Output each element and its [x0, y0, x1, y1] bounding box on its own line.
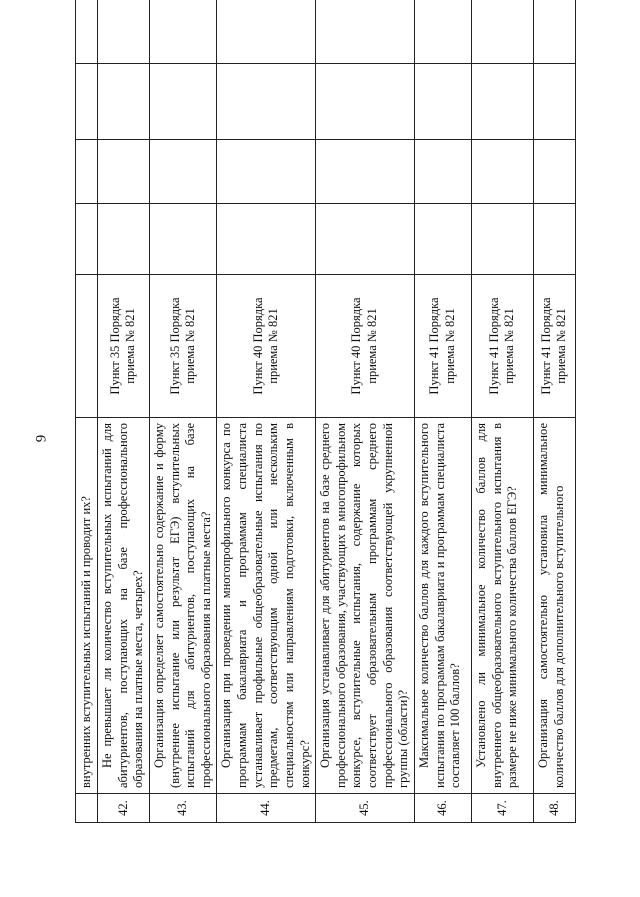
cell-number: 43.: [149, 794, 217, 823]
cell-empty: [98, 204, 150, 275]
table-row: [533, 0, 575, 823]
cell-empty: [98, 140, 150, 204]
page-number: 9: [33, 434, 50, 443]
cell-question: [149, 418, 217, 794]
cell-reference: Пункт 41 Порядка приема № 821: [533, 275, 575, 418]
cell-reference: Пункт 40 Порядка приема № 821: [217, 275, 316, 418]
cell-empty: [471, 204, 533, 275]
cell-number: 44.: [217, 794, 316, 823]
cell-empty: [316, 0, 415, 64]
cell-empty: [414, 140, 471, 204]
cell-reference: Пункт 41 Порядка приема № 821: [471, 275, 533, 418]
table-row: [217, 0, 316, 823]
cell-question: [217, 418, 316, 794]
cell-empty: [76, 204, 98, 275]
cell-question: [533, 418, 575, 794]
cell-empty: [76, 64, 98, 140]
cell-reference: Пункт 40 Порядка приема № 821: [316, 275, 415, 418]
cell-empty: [149, 64, 217, 140]
cell-empty: [76, 0, 98, 64]
table-row: [149, 0, 217, 823]
question-text: Максимальное количество баллов для каждого вступительного испытания по программам бакалавриата и программам специалиста составляет 100 баллов?: [416, 423, 463, 788]
cell-empty: [316, 140, 415, 204]
question-text: Установлено ли минимальное количество баллов для внутреннего общеобразовательного вступительного испытания в размере не ниже минимального количества баллов ЕГЭ?: [473, 423, 520, 788]
cell-empty: [414, 204, 471, 275]
cell-number: 46.: [414, 794, 471, 823]
cell-number: 47.: [471, 794, 533, 823]
cell-question: [316, 418, 415, 794]
cell-empty: [76, 140, 98, 204]
cell-number: 48.: [533, 794, 575, 823]
cell-number: 42.: [98, 794, 150, 823]
cell-empty: [316, 204, 415, 275]
cell-question: внутренних вступительных испытаний и проводит их?: [76, 418, 98, 794]
cell-empty: [471, 140, 533, 204]
table-row: [316, 0, 415, 823]
cell-reference: [76, 275, 98, 418]
cell-empty: [149, 204, 217, 275]
cell-empty: [533, 204, 575, 275]
cell-empty: [316, 64, 415, 140]
cell-empty: [533, 64, 575, 140]
cell-empty: [471, 64, 533, 140]
cell-number: 45.: [316, 794, 415, 823]
question-text: Организация устанавливает для абитуриентов на базе среднего профессионального образования, участвующих в многопрофильном конкурсе, вступительные испытания, содержание которых соответствует образовательным программам среднего профессионального образования соответствующей укрупненной группы (области)?: [318, 423, 411, 788]
table-row: [414, 0, 471, 823]
cell-question: [414, 418, 471, 794]
cell-empty: [533, 0, 575, 64]
question-text: Организация самостоятельно установила минимальное количество баллов для дополнительного вступительного: [535, 423, 566, 788]
cell-number: [76, 794, 98, 823]
cell-question: [98, 418, 150, 794]
cell-question: [471, 418, 533, 794]
rotated-table-frame: [75, 53, 569, 823]
question-text: Организация при проведении многопрофильного конкурса по программам бакалавриата и программам специалиста устанавливает профильные общеобразовательные испытания по предметам, соответствующим одной или нескольким специальностям или направлениям подготовки, включенным в конкурс?: [219, 423, 312, 788]
question-text: Не превышает ли количество вступительных испытаний для абитуриентов, поступающих на базе профессионального образования на платные места, четырех?: [100, 423, 146, 788]
cell-empty: [533, 140, 575, 204]
cell-reference: Пункт 35 Порядка приема № 821: [98, 275, 150, 418]
table-row: [98, 0, 150, 823]
cell-reference: Пункт 35 Порядка приема № 821: [149, 275, 217, 418]
cell-empty: [414, 64, 471, 140]
table-row-continuation: [76, 0, 98, 823]
checklist-table: [75, 0, 576, 823]
cell-empty: [149, 140, 217, 204]
table-row: [471, 0, 533, 823]
cell-reference: Пункт 41 Порядка приема № 821: [414, 275, 471, 418]
cell-empty: [414, 0, 471, 64]
cell-empty: [217, 0, 316, 64]
cell-empty: [471, 0, 533, 64]
cell-empty: [217, 204, 316, 275]
cell-empty: [98, 0, 150, 64]
cell-empty: [217, 140, 316, 204]
question-text: Организация определяет самостоятельно содержание и форму (внутреннее испытание или результат ЕГЭ) вступительных испытаний для абитуриентов, поступающих на базе профессионального образования на платные места?: [151, 423, 213, 788]
cell-empty: [98, 64, 150, 140]
cell-empty: [149, 0, 217, 64]
cell-empty: [217, 64, 316, 140]
